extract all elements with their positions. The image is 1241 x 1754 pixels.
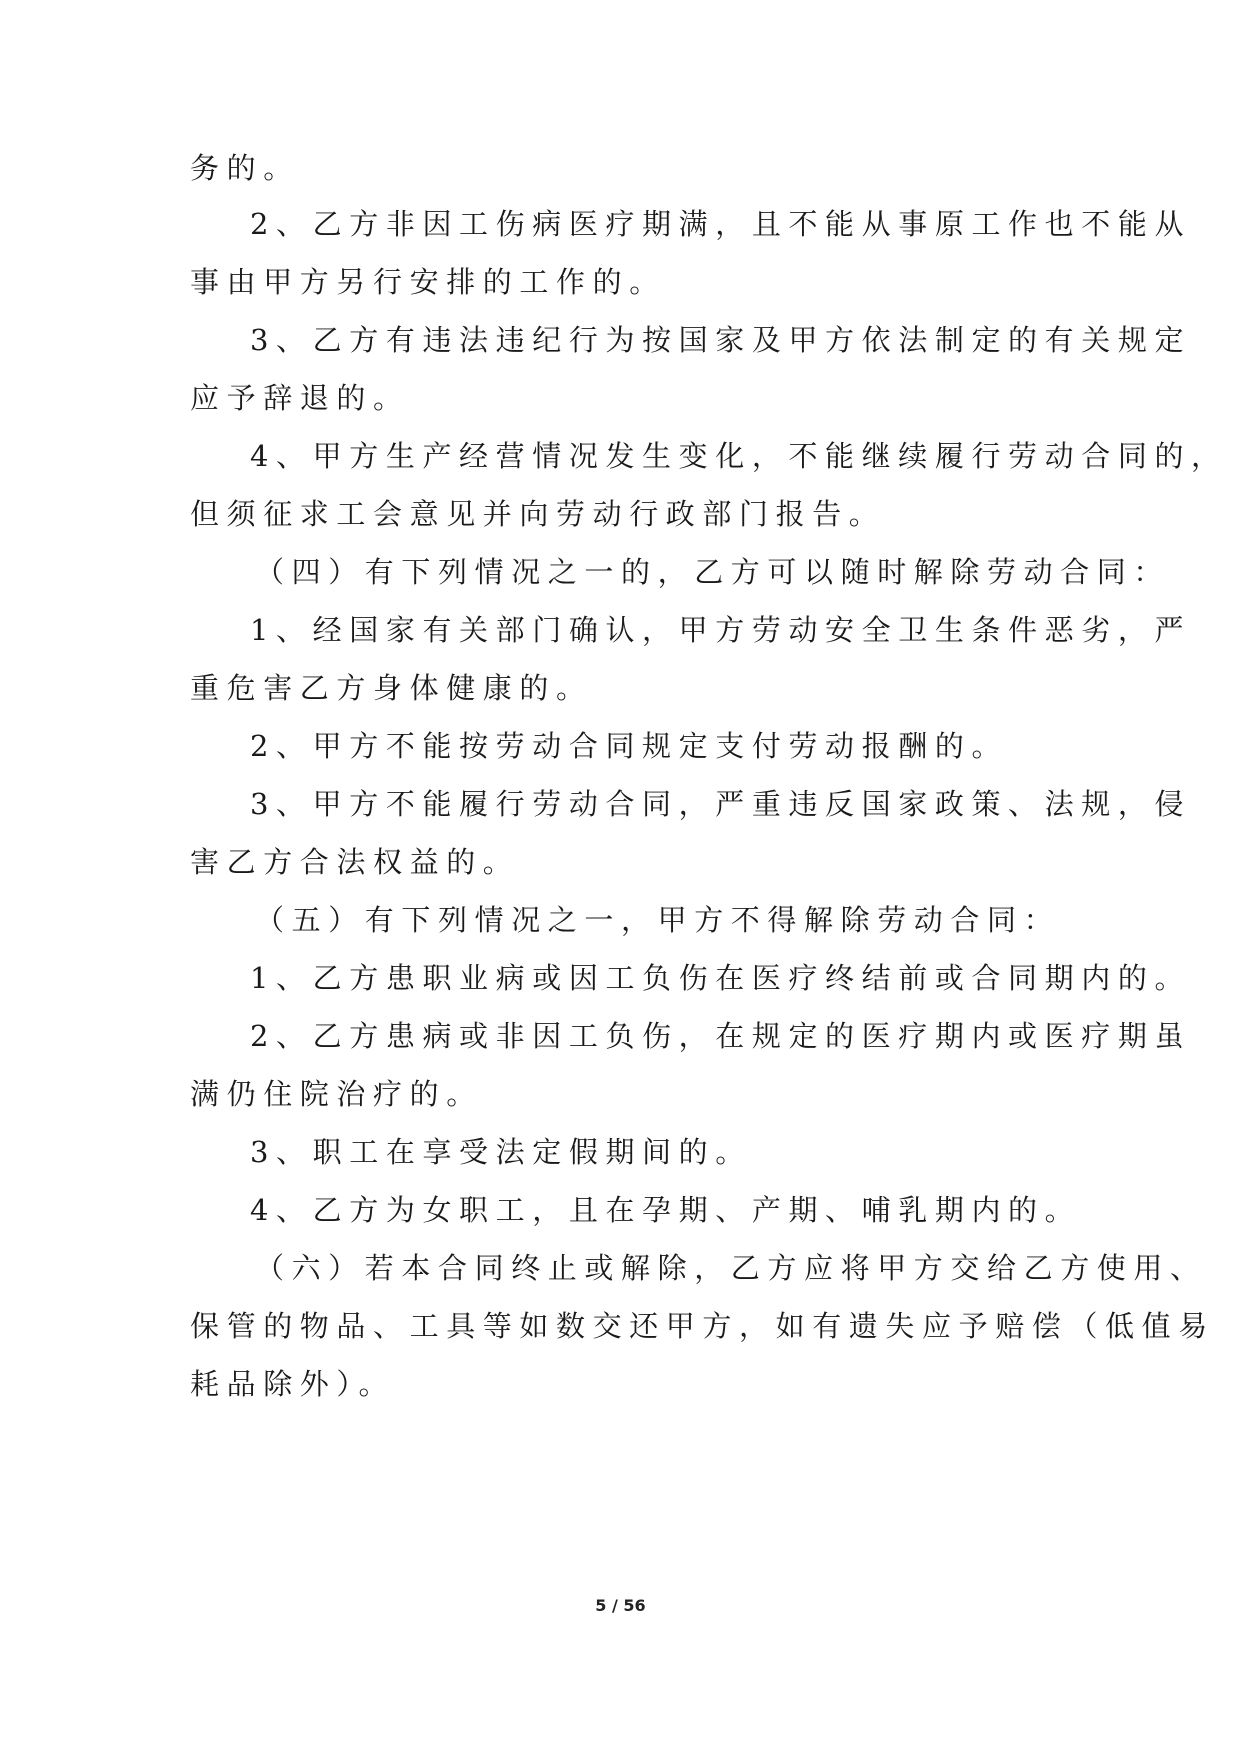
text-line: 3、甲方不能履行劳动合同，严重违反国家政策、法规，侵 <box>250 787 1192 821</box>
text-line: 重危害乙方身体健康的。 <box>190 671 593 705</box>
text-line: 1、经国家有关部门确认，甲方劳动安全卫生条件恶劣，严 <box>250 613 1192 647</box>
text-line: 2、乙方非因工伤病医疗期满，且不能从事原工作也不能从 <box>250 207 1192 241</box>
text-line: 保管的物品、工具等如数交还甲方，如有遗失应予赔偿（低值易 <box>190 1309 1215 1343</box>
text-line: 4、乙方为女职工，且在孕期、产期、哺乳期内的。 <box>250 1193 1082 1227</box>
text-line: 应予辞退的。 <box>190 381 410 415</box>
section-heading: （四）有下列情况之一的，乙方可以随时解除劳动合同： <box>255 555 1171 589</box>
text-line: 4、甲方生产经营情况发生变化，不能继续履行劳动合同的， <box>250 439 1228 473</box>
section-heading: （五）有下列情况之一，甲方不得解除劳动合同： <box>255 903 1061 937</box>
text-line: 2、乙方患病或非因工负伤，在规定的医疗期内或医疗期虽 <box>250 1019 1192 1053</box>
page-number: 5 / 56 <box>595 1596 646 1615</box>
text-line: 但须征求工会意见并向劳动行政部门报告。 <box>190 497 886 531</box>
text-line: 害乙方合法权益的。 <box>190 845 520 879</box>
text-line: 3、职工在享受法定假期间的。 <box>250 1135 752 1169</box>
section-heading: （六）若本合同终止或解除，乙方应将甲方交给乙方使用、 <box>255 1251 1207 1285</box>
text-line: 满仍住院治疗的。 <box>190 1077 483 1111</box>
text-line: 1、乙方患职业病或因工负伤在医疗终结前或合同期内的。 <box>250 961 1192 995</box>
text-line: 3、乙方有违法违纪行为按国家及甲方依法制定的有关规定 <box>250 323 1192 357</box>
text-line: 耗品除外）。 <box>190 1367 396 1401</box>
text-line: 2、甲方不能按劳动合同规定支付劳动报酬的。 <box>250 729 1009 763</box>
text-line: 务的。 <box>190 151 300 185</box>
text-line: 事由甲方另行安排的工作的。 <box>190 265 666 299</box>
